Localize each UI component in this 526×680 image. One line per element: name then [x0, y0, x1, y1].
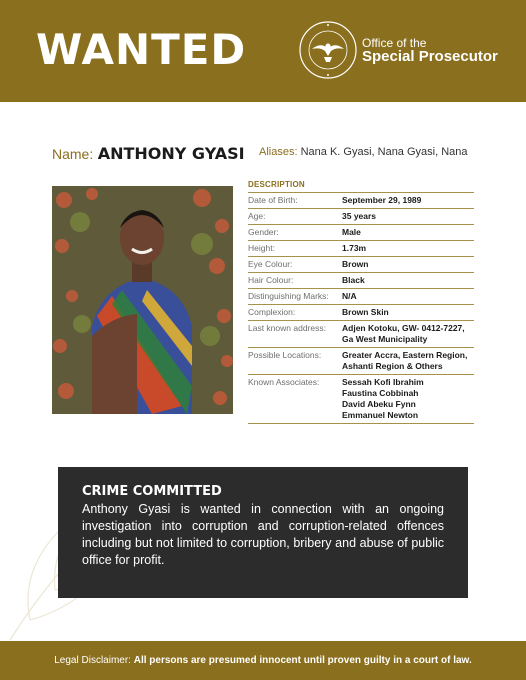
- crime-description: Anthony Gyasi is wanted in connection with an ongoing investigation into corruption and corruption-related offences including but not limited to corruption, bribery and abuse of public office for profit.: [82, 502, 444, 567]
- row-value: Sessah Kofi Ibrahim Faustina Cobbinah David Abeku Fynn Emmanuel Newton: [342, 377, 424, 420]
- crime-title: CRIME COMMITTED: [82, 484, 222, 499]
- row-label: Height:: [248, 243, 275, 253]
- wanted-title: WANTED: [36, 25, 247, 74]
- subject-name: ANTHONY GYASI: [97, 144, 245, 163]
- row-gender: [248, 225, 474, 241]
- row-age: [248, 209, 474, 225]
- row-value: 1.73m: [342, 243, 367, 253]
- subject-name-row: [52, 144, 245, 164]
- row-label: Last known address:: [248, 323, 326, 333]
- row-value: Adjen Kotoku, GW- 0412-7227, Ga West Municipality: [342, 323, 465, 344]
- row-value: Greater Accra, Eastern Region, Ashanti Region & Others: [342, 350, 468, 371]
- row-height: [248, 241, 474, 257]
- aliases-label: Aliases:: [259, 146, 298, 158]
- row-value: Brown: [342, 259, 369, 269]
- row-label: Eye Colour:: [248, 259, 293, 269]
- row-value: 35 years: [342, 211, 377, 221]
- row-label: Known Associates:: [248, 377, 320, 387]
- disclaimer-label: Legal Disclaimer:: [54, 655, 131, 666]
- aliases-row: [259, 146, 468, 158]
- row-label: Possible Locations:: [248, 350, 322, 360]
- row-value: Male: [342, 227, 361, 237]
- legal-disclaimer-footer: [0, 641, 526, 680]
- row-date-of-birth: [248, 193, 474, 209]
- header-banner: [0, 0, 526, 102]
- row-distinguishing-marks: [248, 289, 474, 305]
- row-value: Black: [342, 275, 365, 285]
- crime-committed-box: [58, 467, 468, 598]
- description-heading: DESCRIPTION: [248, 180, 305, 189]
- name-label: Name:: [52, 146, 94, 162]
- description-table: [248, 193, 474, 424]
- row-hair-colour: [248, 273, 474, 289]
- disclaimer-text: All persons are presumed innocent until proven guilty in a court of law.: [133, 655, 472, 666]
- row-value: September 29, 1989: [342, 195, 422, 205]
- row-value: N/A: [342, 291, 357, 301]
- office-line-1: Office of the: [362, 36, 427, 50]
- aliases-value: Nana K. Gyasi, Nana Gyasi, Nana: [300, 146, 468, 158]
- row-label: Hair Colour:: [248, 275, 294, 285]
- row-label: Complexion:: [248, 307, 296, 317]
- row-label: Gender:: [248, 227, 279, 237]
- row-label: Date of Birth:: [248, 195, 298, 205]
- row-eye-colour: [248, 257, 474, 273]
- row-possible-locations: [248, 348, 474, 375]
- row-label: Age:: [248, 211, 266, 221]
- suspect-photo: [52, 186, 233, 414]
- row-last-known-address: [248, 321, 474, 348]
- row-label: Distinguishing Marks:: [248, 291, 329, 301]
- office-line-2: Special Prosecutor: [362, 48, 498, 65]
- row-known-associates: [248, 375, 474, 424]
- office-name: [362, 36, 498, 64]
- row-value: Brown Skin: [342, 307, 389, 317]
- row-complexion: [248, 305, 474, 321]
- prosecutor-seal-logo: [298, 20, 358, 80]
